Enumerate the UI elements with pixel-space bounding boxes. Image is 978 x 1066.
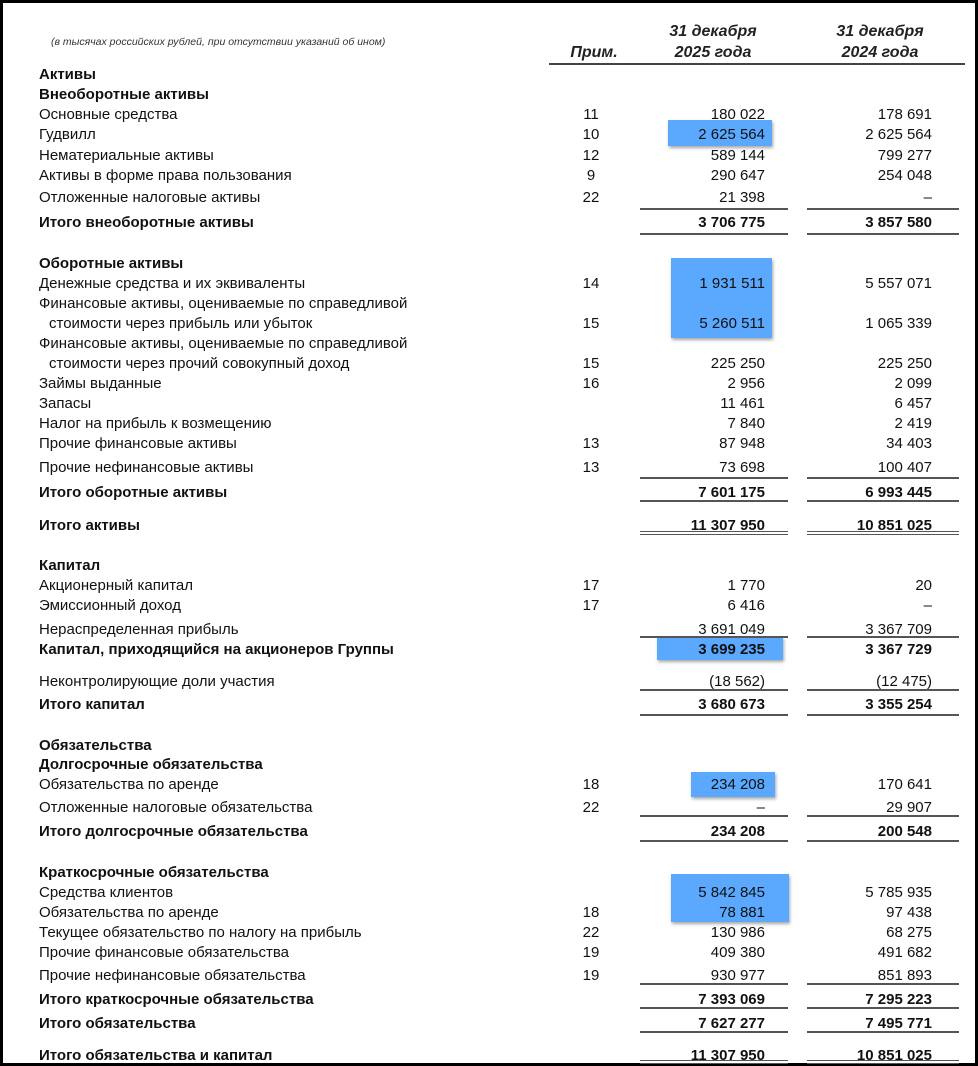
row-label: стоимости через прочий совокупный доход: [49, 355, 350, 372]
rule: [640, 233, 788, 235]
value-2024: 1 065 339: [865, 315, 932, 332]
column-header-2024-line2: 2024 года: [841, 44, 919, 61]
value-2025: 7 601 175: [698, 484, 765, 501]
column-header-2025: [648, 21, 778, 63]
value-2024: 34 403: [886, 435, 932, 452]
value-2024: 20: [915, 577, 932, 594]
section-heading: [3, 755, 975, 775]
row-label: Итого капитал: [39, 696, 145, 713]
value-2024: 170 641: [877, 776, 932, 793]
row-label: Активы: [39, 66, 96, 83]
row-label: Денежные средства и их эквиваленты: [39, 275, 306, 292]
section-heading: [3, 556, 975, 576]
table-row: [3, 394, 975, 414]
row-note: 12: [582, 147, 600, 164]
value-2024: 200 548: [877, 823, 932, 840]
section-heading: [3, 736, 975, 756]
row-label: Долгосрочные обязательства: [39, 756, 263, 773]
row-label: Капитал, приходящийся на акционеров Группы: [39, 641, 394, 658]
section-heading: [3, 254, 975, 274]
row-label: Капитал: [39, 557, 101, 574]
value-2024: 2 625 564: [865, 126, 932, 143]
value-2025: (18 562): [709, 673, 765, 690]
row-note: 13: [582, 435, 600, 452]
row-label: Обязательства по аренде: [39, 904, 219, 921]
section-heading: [3, 863, 975, 883]
value-2025: 7 840: [727, 415, 765, 432]
table-row: [3, 414, 975, 434]
value-2025: 225 250: [710, 355, 765, 372]
table-row: [3, 188, 975, 208]
value-2024: 225 250: [877, 355, 932, 372]
table-row: [3, 434, 975, 454]
row-note: 14: [582, 275, 600, 292]
row-label: Акционерный капитал: [39, 577, 193, 594]
value-2025: 11 307 950: [690, 517, 765, 534]
value-2025: 11 307 950: [690, 1047, 765, 1064]
row-label: Займы выданные: [39, 375, 162, 392]
value-2025: 589 144: [710, 147, 765, 164]
value-2025: 234 208: [710, 823, 765, 840]
value-2025: 11 461: [720, 395, 765, 412]
row-label: Средства клиентов: [39, 884, 174, 901]
value-2024: 3 857 580: [865, 214, 932, 231]
row-note: 15: [582, 355, 600, 372]
value-2024: 29 907: [886, 799, 932, 816]
value-2024: 5 785 935: [865, 884, 932, 901]
column-header-2025-line2: 2025 года: [674, 44, 752, 61]
row-label: Активы в форме права пользования: [39, 167, 292, 184]
section-heading: [3, 85, 975, 105]
rule: [807, 233, 959, 235]
value-2025: 180 022: [710, 106, 765, 123]
row-label: Нераспределенная прибыль: [39, 621, 239, 638]
table-row: [3, 274, 975, 294]
value-2024: 7 495 771: [865, 1015, 932, 1032]
value-2025: 409 380: [710, 944, 765, 961]
table-row: [3, 314, 975, 334]
total-row: [3, 516, 975, 536]
units-note: (в тысячах российских рублей, при отсутствии указаний об ином): [51, 36, 386, 48]
row-note: 13: [582, 459, 600, 476]
column-header-2024-line1: 31 декабря: [836, 23, 924, 40]
table-row: [3, 125, 975, 145]
row-label: Краткосрочные обязательства: [39, 864, 269, 881]
value-2025: 3 680 673: [698, 696, 765, 713]
total-row: [3, 213, 975, 233]
table-row: [3, 294, 975, 314]
table-row: [3, 354, 975, 374]
value-2024: 6 993 445: [865, 484, 932, 501]
row-label: Обязательства по аренде: [39, 776, 219, 793]
total-row: [3, 1046, 975, 1066]
row-label: Неконтролирующие доли участия: [39, 673, 275, 690]
value-2025: 930 977: [710, 967, 765, 984]
table-row: [3, 672, 975, 692]
row-label: Итого обязательства и капитал: [39, 1047, 273, 1064]
row-label: Итого краткосрочные обязательства: [39, 991, 314, 1008]
row-note: 19: [582, 967, 600, 984]
row-note: 22: [582, 924, 600, 941]
value-2024: 97 438: [886, 904, 932, 921]
value-2025: 290 647: [710, 167, 765, 184]
table-row: [3, 596, 975, 616]
table-row: [3, 798, 975, 818]
total-row: [3, 483, 975, 503]
value-2024: 2 099: [894, 375, 932, 392]
column-header-2025-line1: 31 декабря: [669, 23, 757, 40]
row-note: 10: [582, 126, 600, 143]
table-row: [3, 923, 975, 943]
total-row: [3, 695, 975, 715]
row-label: Запасы: [39, 395, 92, 412]
value-2024: 2 419: [894, 415, 932, 432]
value-2024: 3 355 254: [865, 696, 932, 713]
value-2025: 1 931 511: [699, 275, 765, 292]
row-label: Финансовые активы, оцениваемые по справедливой: [39, 295, 408, 312]
value-2024: –: [923, 189, 932, 206]
value-2025: 78 881: [719, 904, 765, 921]
row-label: Финансовые активы, оцениваемые по справедливой: [39, 335, 408, 352]
table-row: [3, 146, 975, 166]
row-note: 19: [582, 944, 600, 961]
total-row: [3, 1014, 975, 1034]
value-2024: 3 367 709: [865, 621, 932, 638]
value-2024: 3 367 729: [865, 641, 932, 658]
row-note: 15: [582, 315, 600, 332]
row-label: Итого внеоборотные активы: [39, 214, 254, 231]
table-row: [3, 334, 975, 354]
total-row: [3, 990, 975, 1010]
value-2024: 799 277: [877, 147, 932, 164]
row-label: Обязательства: [39, 737, 152, 754]
value-2024: –: [923, 597, 932, 614]
column-header-2024: [815, 21, 945, 63]
value-2025: 73 698: [719, 459, 765, 476]
total-row: [3, 640, 975, 660]
value-2025: 3 706 775: [698, 214, 765, 231]
row-note: 18: [582, 904, 600, 921]
row-note: 17: [582, 577, 600, 594]
value-2024: 254 048: [877, 167, 932, 184]
row-label: Итого оборотные активы: [39, 484, 228, 501]
value-2025: 3 699 235: [698, 641, 765, 658]
value-2024: 178 691: [877, 106, 932, 123]
value-2024: 491 682: [877, 944, 932, 961]
row-label: Основные средства: [39, 106, 178, 123]
row-note: 16: [582, 375, 600, 392]
row-note: 18: [582, 776, 600, 793]
value-2025: 234 208: [710, 776, 765, 793]
value-2025: 3 691 049: [698, 621, 765, 638]
table-row: [3, 903, 975, 923]
column-header-note: Прим.: [570, 44, 618, 61]
row-label: Итого долгосрочные обязательства: [39, 823, 308, 840]
row-label: Прочие финансовые обязательства: [39, 944, 289, 961]
row-label: Отложенные налоговые активы: [39, 189, 261, 206]
row-note: 22: [582, 799, 600, 816]
row-label: Внеоборотные активы: [39, 86, 209, 103]
table-row: [3, 166, 975, 186]
row-label: Прочие финансовые активы: [39, 435, 237, 452]
value-2024: 10 851 025: [856, 517, 932, 534]
value-2025: 21 398: [719, 189, 765, 206]
total-row: [3, 822, 975, 842]
row-label: Текущее обязательство по налогу на прибыль: [39, 924, 362, 941]
value-2025: 130 986: [710, 924, 765, 941]
rule: [807, 208, 959, 210]
row-label: Отложенные налоговые обязательства: [39, 799, 313, 816]
table-row: [3, 966, 975, 986]
table-row: [3, 105, 975, 125]
value-2025: 6 416: [727, 597, 765, 614]
table-row: [3, 374, 975, 394]
row-label: Прочие нефинансовые обязательства: [39, 967, 306, 984]
row-note: 9: [586, 167, 596, 184]
table-row: [3, 943, 975, 963]
row-label: стоимости через прибыль или убыток: [49, 315, 313, 332]
row-label: Гудвилл: [39, 126, 96, 143]
value-2024: 7 295 223: [865, 991, 932, 1008]
value-2024: 5 557 071: [865, 275, 932, 292]
row-label: Нематериальные активы: [39, 147, 214, 164]
value-2024: 6 457: [894, 395, 932, 412]
section-heading: [3, 65, 975, 85]
value-2025: 2 625 564: [698, 126, 765, 143]
value-2025: 5 260 511: [699, 315, 765, 332]
row-note: 17: [582, 597, 600, 614]
value-2024: 100 407: [877, 459, 932, 476]
value-2024: 68 275: [886, 924, 932, 941]
row-note: 11: [583, 106, 599, 123]
row-note: 22: [582, 189, 600, 206]
table-row: [3, 620, 975, 640]
value-2025: 1 770: [727, 577, 765, 594]
value-2025: 7 627 277: [698, 1015, 765, 1032]
value-2024: (12 475): [876, 673, 932, 690]
value-2024: 851 893: [877, 967, 932, 984]
value-2025: –: [756, 799, 765, 816]
table-row: [3, 458, 975, 478]
row-label: Итого обязательства: [39, 1015, 196, 1032]
table-row: [3, 883, 975, 903]
value-2025: 2 956: [727, 375, 765, 392]
value-2024: 10 851 025: [856, 1047, 932, 1064]
value-2025: 7 393 069: [698, 991, 765, 1008]
value-2025: 5 842 845: [698, 884, 765, 901]
row-label: Оборотные активы: [39, 255, 184, 272]
table-row: [3, 576, 975, 596]
row-label: Прочие нефинансовые активы: [39, 459, 254, 476]
row-label: Эмиссионный доход: [39, 597, 181, 614]
row-label: Итого активы: [39, 517, 140, 534]
table-row: [3, 775, 975, 795]
rule: [640, 208, 788, 210]
row-label: Налог на прибыль к возмещению: [39, 415, 272, 432]
value-2025: 87 948: [719, 435, 765, 452]
